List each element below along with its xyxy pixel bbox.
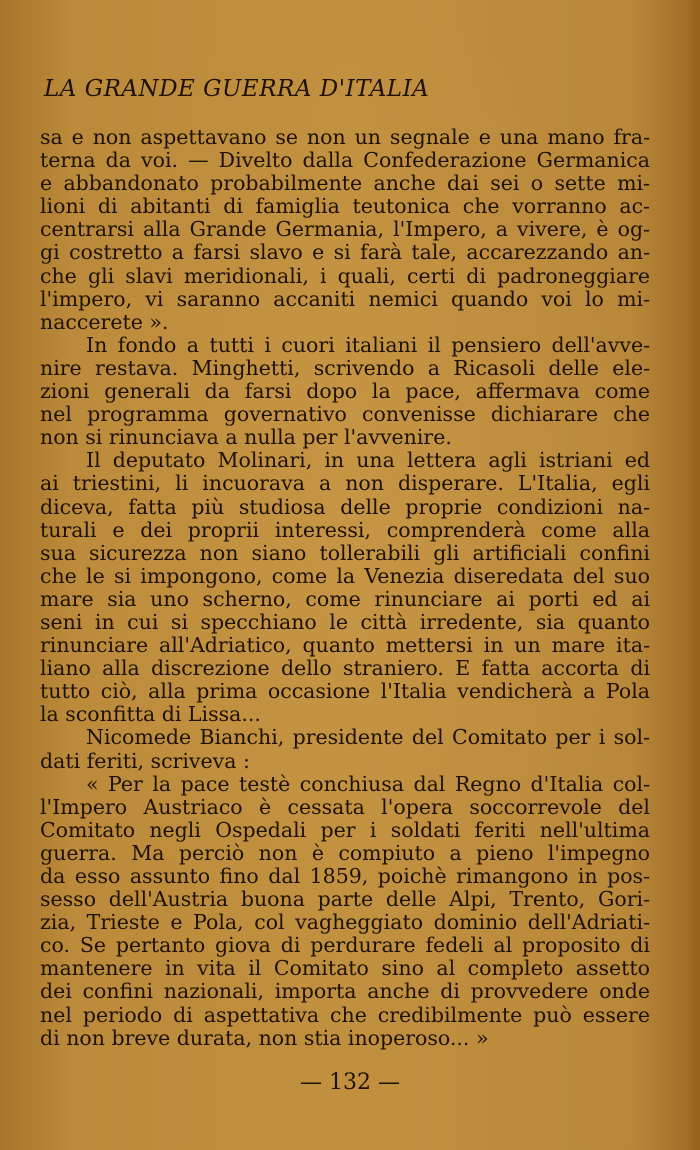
- text-line: ai triestini, li incuorava a non disperare. L'Italia, egli: [40, 471, 650, 496]
- text-line: gi costretto a farsi slavo e si farà tale, accarezzando an-: [40, 240, 650, 265]
- body-text: [40, 126, 650, 1050]
- text-line: centrarsi alla Grande Germania, l'Impero, a vivere, è og-: [40, 217, 650, 242]
- text-line: co. Se pertanto giova di perdurare fedeli al proposito di: [40, 933, 650, 958]
- text-line: che gli slavi meridionali, i quali, certi di padroneggiare: [40, 263, 650, 288]
- text-line: « Per la pace testè conchiusa dal Regno d'Italia col-: [86, 771, 650, 796]
- text-line: non si rinunciava a nulla per l'avvenire.: [40, 425, 452, 450]
- text-line: sesso dell'Austria buona parte delle Alpi, Trento, Gori-: [40, 887, 650, 912]
- running-title: LA GRANDE GUERRA D'ITALIA: [44, 76, 430, 102]
- text-line: rinunciare all'Adriatico, quanto mettersi in un mare ita-: [40, 633, 650, 658]
- text-line: che le si impongono, come la Venezia diseredata del suo: [40, 563, 650, 588]
- text-line: tutto ciò, alla prima occasione l'Italia vendicherà a Pola: [40, 679, 650, 704]
- text-line: mantenere in vita il Comitato sino al completo assetto: [40, 956, 650, 981]
- text-line: e abbandonato probabilmente anche dai sei o sette mi-: [40, 171, 650, 196]
- text-line: diceva, fatta più studiosa delle proprie condizioni na-: [40, 494, 650, 519]
- text-line: sua sicurezza non siano tollerabili gli artificiali confini: [40, 540, 650, 565]
- text-line: Nicomede Bianchi, presidente del Comitato per i sol-: [86, 725, 650, 750]
- page-number: — 132 —: [300, 1070, 400, 1095]
- text-line: zia, Trieste e Pola, col vagheggiato dominio dell'Adriati-: [40, 910, 650, 935]
- text-line: nel programma governativo convenisse dichiarare che: [40, 402, 650, 427]
- text-line: Comitato negli Ospedali per i soldati feriti nell'ultima: [40, 817, 650, 842]
- text-line: naccerete ».: [40, 309, 169, 334]
- text-line: mare sia uno scherno, come rinunciare ai porti ed ai: [40, 586, 650, 611]
- text-line: liano alla discrezione dello straniero. E fatta accorta di: [40, 656, 650, 681]
- text-line: da esso assunto fino dal 1859, poichè rimangono in pos-: [40, 864, 650, 888]
- text-line: nire restava. Minghetti, scrivendo a Ricasoli delle ele-: [40, 355, 650, 380]
- text-line: lioni di abitanti di famiglia teutonica che vorranno ac-: [40, 194, 650, 219]
- text-line: guerra. Ma perciò non è compiuto a pieno l'impegno: [40, 840, 650, 865]
- text-line: zioni generali da farsi dopo la pace, affermava come: [40, 379, 650, 404]
- text-line: sa e non aspettavano se non un segnale e una mano fra-: [40, 125, 650, 149]
- text-line: l'Impero Austriaco è cessata l'opera soccorrevole del: [40, 794, 650, 819]
- text-line: In fondo a tutti i cuori italiani il pensiero dell'avve-: [86, 332, 650, 357]
- text-line: di non breve durata, non stia inoperoso... »: [40, 1025, 489, 1050]
- text-line: terna da voi. — Divelto dalla Confederazione Germanica: [40, 148, 650, 173]
- text-line: nel periodo di aspettativa che credibilmente può essere: [40, 1002, 650, 1027]
- text-line: l'impero, vi saranno accaniti nemici quando voi lo mi-: [40, 286, 650, 311]
- text-line: dati feriti, scriveva :: [40, 748, 250, 773]
- text-line: seni in cui si specchiano le città irredente, sia quanto: [40, 609, 650, 634]
- text-line: turali e dei proprii interessi, comprenderà come alla: [40, 517, 650, 542]
- text-line: la sconfitta di Lissa...: [40, 702, 261, 727]
- text-line: dei confini nazionali, importa anche di provvedere onde: [40, 979, 650, 1004]
- text-line: Il deputato Molinari, in una lettera agli istriani ed: [86, 448, 650, 473]
